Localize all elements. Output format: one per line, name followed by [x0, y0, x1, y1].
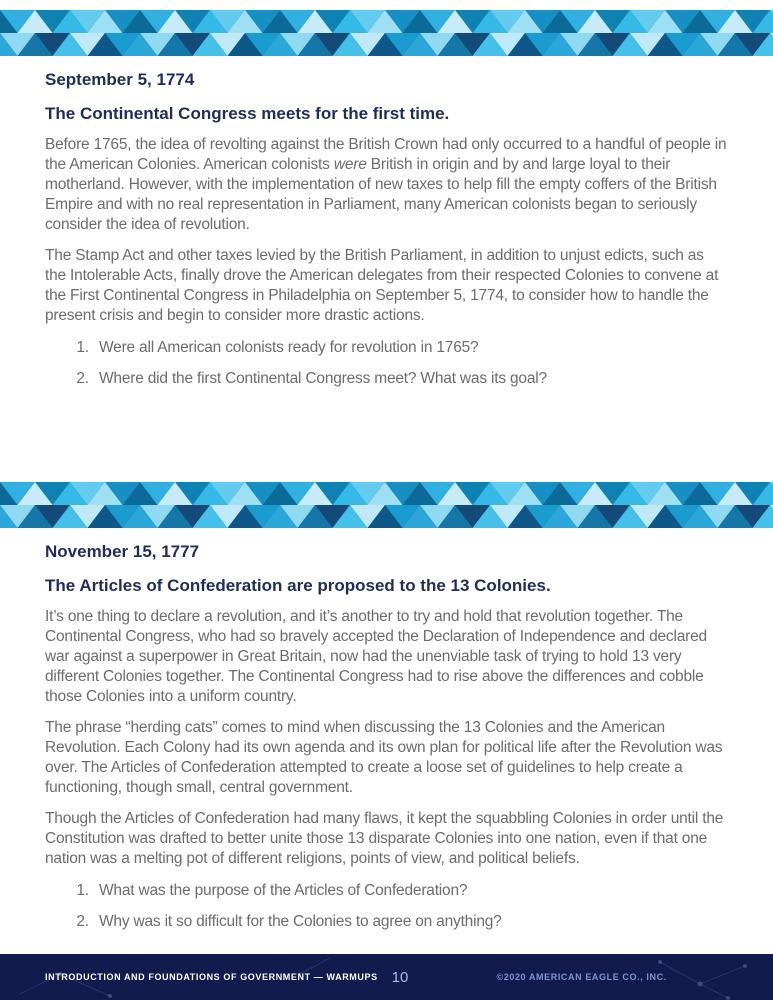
- section-november-15-1777: [45, 542, 728, 932]
- paragraph: [45, 135, 728, 235]
- entry-date: November 15, 1777: [45, 542, 200, 561]
- question-list: [63, 338, 728, 389]
- footer-book-title: INTRODUCTION AND FOUNDATIONS OF GOVERNMENT — WARMUPS: [45, 972, 378, 982]
- section-september-5-1774: [45, 56, 728, 482]
- page-content: [0, 56, 773, 482]
- question-item: 2. Why was it so difficult for the Colonies to agree on anything?: [93, 912, 728, 932]
- question-item: 1. What was the purpose of the Articles of Confederation?: [93, 881, 728, 901]
- footer-page-number: 10: [391, 968, 409, 986]
- decorative-banner-top: [0, 10, 773, 56]
- question-list: [63, 881, 728, 932]
- question-item: 1. Were all American colonists ready for revolution in 1765?: [93, 338, 728, 358]
- entry-title: The Articles of Confederation are proposed to the 13 Colonies.: [45, 576, 551, 595]
- entry-date: September 5, 1774: [45, 70, 195, 89]
- italic-word: were: [333, 156, 367, 173]
- paragraph: Though the Articles of Confederation had many flaws, it kept the squabbling Colonies in order until the Constitution was drafted to better unite those 13 disparate Colonies into one nation, even if that one nation was a melting pot of different religions, points of view, and political beliefs.: [45, 810, 724, 867]
- paragraph: The phrase “herding cats” comes to mind when discussing the 13 Colonies and the American Revolution. Each Colony had its own agenda and its own plan for political life after the Revolution was over. The Articles of Confederation attempted to create a loose set of guidelines to help create a functioning, though small, central government.: [45, 719, 723, 796]
- paragraph-text: British in origin and by and large loyal to their motherland. However, with the implementation of new taxes to help fill the empty coffers of the British Empire and with no real representation in Parliament, many American colonists began to seriously consider the idea of revolution.: [45, 156, 717, 233]
- page-content: [0, 542, 773, 932]
- decorative-banner-middle: [0, 482, 773, 528]
- paragraph: The Stamp Act and other taxes levied by the British Parliament, in addition to unjust edicts, such as the Intolerable Acts, finally drove the American delegates from their respected Colonies to convene at the First Continental Congress in Philadelphia on September 5, 1774, to consider how to handle the present crisis and begin to consider more drastic actions.: [45, 247, 719, 324]
- question-item: 2. Where did the first Continental Congress meet? What was its goal?: [93, 369, 728, 389]
- page-footer: [0, 954, 773, 1000]
- entry-title: The Continental Congress meets for the first time.: [45, 104, 450, 123]
- paragraph: It’s one thing to declare a revolution, and it’s another to try and hold that revolution together. The Continental Congress, who had so bravely accepted the Declaration of Independence and declared war against a superpower in Great Britain, now had the unenviable task of trying to hold 13 very different Colonies together. The Continental Congress had to rise above the differences and cobble those Colonies into a uniform country.: [45, 608, 707, 705]
- paragraph-text: Before 1765, the idea of revolting against the British Crown had only occurred to a handful of people in the American Colonies. American colonists: [45, 136, 727, 173]
- footer-copyright: ©2020 AMERICAN EAGLE CO., INC.: [496, 972, 667, 982]
